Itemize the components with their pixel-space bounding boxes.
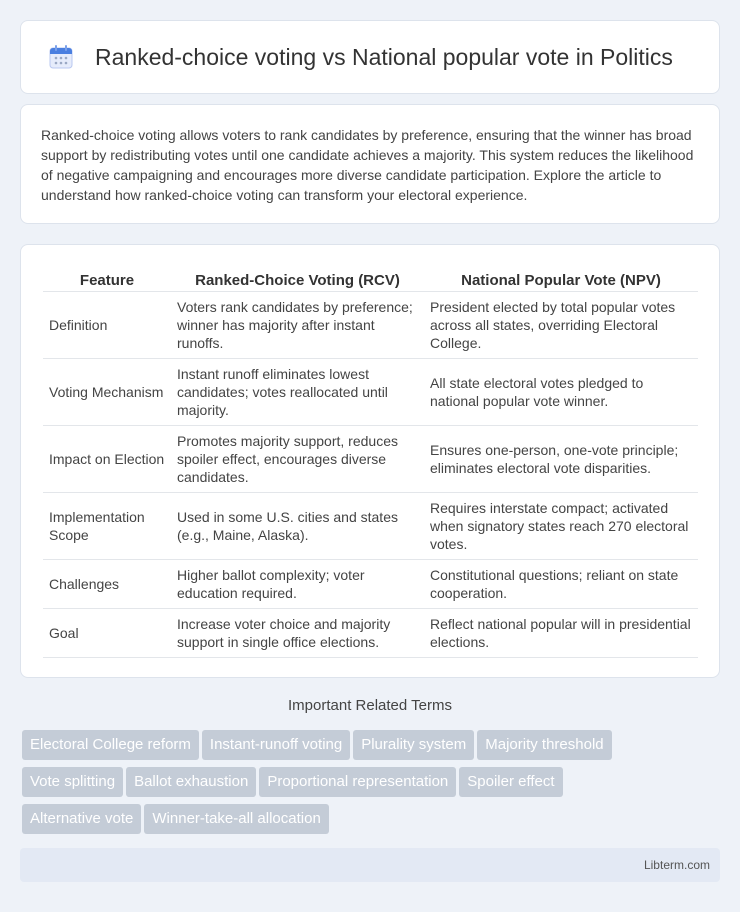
column-header: Feature: [43, 265, 171, 291]
comparison-table: [43, 265, 698, 658]
feature-cell: Definition: [43, 291, 171, 358]
feature-cell: Goal: [43, 608, 171, 657]
footer: [20, 848, 720, 882]
rcv-cell: Instant runoff eliminates lowest candidates; votes reallocated until majority.: [171, 358, 424, 425]
term-tag[interactable]: Majority threshold: [477, 730, 611, 760]
npv-cell: Reflect national popular will in presidential elections.: [424, 608, 698, 657]
feature-cell: Impact on Election: [43, 425, 171, 492]
term-tag[interactable]: Spoiler effect: [459, 767, 562, 797]
term-tag[interactable]: Vote splitting: [22, 767, 123, 797]
table-row: [43, 425, 698, 492]
table-row: [43, 291, 698, 358]
header-card: [20, 20, 720, 94]
npv-cell: Ensures one-person, one-vote principle; eliminates electoral vote disparities.: [424, 425, 698, 492]
table-row: [43, 358, 698, 425]
column-header: National Popular Vote (NPV): [424, 265, 698, 291]
npv-cell: President elected by total popular votes across all states, overriding Electoral College.: [424, 291, 698, 358]
intro-card: [20, 104, 720, 224]
term-tag[interactable]: Instant-runoff voting: [202, 730, 350, 760]
term-tag[interactable]: Plurality system: [353, 730, 474, 760]
term-tag[interactable]: Proportional representation: [259, 767, 456, 797]
related-terms-heading: Important Related Terms: [288, 697, 452, 714]
table-row: [43, 492, 698, 559]
npv-cell: Constitutional questions; reliant on state cooperation.: [424, 559, 698, 608]
feature-cell: Voting Mechanism: [43, 358, 171, 425]
rcv-cell: Used in some U.S. cities and states (e.g., Maine, Alaska).: [171, 492, 424, 559]
npv-cell: All state electoral votes pledged to national popular vote winner.: [424, 358, 698, 425]
table-row: [43, 608, 698, 657]
term-tag[interactable]: Alternative vote: [22, 804, 141, 834]
table-row: [43, 559, 698, 608]
footer-brand[interactable]: Libterm.com: [643, 858, 710, 872]
page-title: Ranked-choice voting vs National popular vote in Politics: [95, 43, 673, 70]
calendar-icon: [47, 43, 75, 71]
comparison-card: [20, 244, 720, 678]
related-terms-list: [22, 730, 722, 841]
feature-cell: Challenges: [43, 559, 171, 608]
intro-text: Ranked-choice voting allows voters to rank candidates by preference, ensuring that the winner has broad support by redistributing votes until one candidate achieves a majority. This system reduces the likelihood of negative campaigning and encourages more diverse candidate participation. Explore the article to understand how ranked-choice voting can transform your electoral experience.: [41, 127, 694, 203]
term-tag[interactable]: Electoral College reform: [22, 730, 199, 760]
npv-cell: Requires interstate compact; activated when signatory states reach 270 electoral votes.: [424, 492, 698, 559]
rcv-cell: Higher ballot complexity; voter education required.: [171, 559, 424, 608]
term-tag[interactable]: Ballot exhaustion: [126, 767, 256, 797]
term-tag[interactable]: Winner-take-all allocation: [144, 804, 328, 834]
table-header-row: [43, 265, 698, 291]
rcv-cell: Voters rank candidates by preference; winner has majority after instant runoffs.: [171, 291, 424, 358]
feature-cell: Implementation Scope: [43, 492, 171, 559]
rcv-cell: Increase voter choice and majority support in single office elections.: [171, 608, 424, 657]
rcv-cell: Promotes majority support, reduces spoiler effect, encourages diverse candidates.: [171, 425, 424, 492]
column-header: Ranked-Choice Voting (RCV): [171, 265, 424, 291]
